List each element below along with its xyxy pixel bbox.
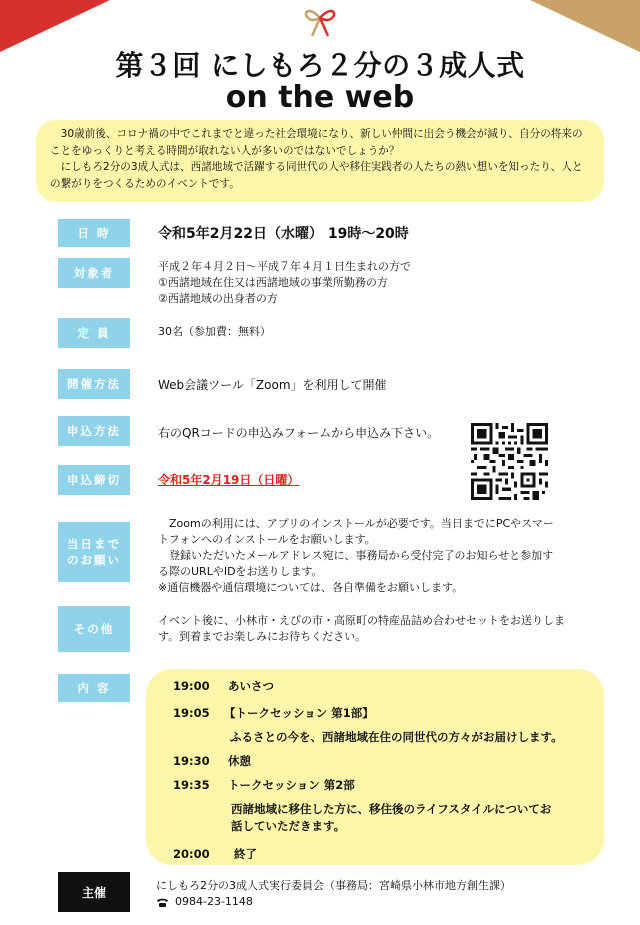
program-item-2: 【トークセッション 第1部】 bbox=[224, 706, 374, 720]
other-line-2: す。到着までお楽しみにお待ちください。 bbox=[158, 630, 367, 643]
value-request bbox=[158, 516, 554, 596]
request-line-5: ※通信機器や通信環境については、各自準備をお願いします。 bbox=[158, 581, 464, 594]
organizer-name: にしもろ2分の3成人式実行委員会（事務局：宮崎県小林市地方創生課） bbox=[156, 879, 511, 892]
program-item-1: あいさつ bbox=[228, 679, 274, 693]
value-deadline: 令和5年2月19日（日曜） bbox=[158, 473, 300, 487]
label-deadline: 申込締切 bbox=[58, 465, 130, 495]
label-request bbox=[58, 522, 130, 582]
phone-icon bbox=[156, 897, 169, 908]
qr-code-icon[interactable] bbox=[471, 423, 548, 500]
request-line-3: 登録いただいたメールアドレス宛に、事務局から受付完了のお知らせと参加す bbox=[158, 549, 554, 562]
program-item-4: トークセッション 第2部 bbox=[228, 778, 355, 792]
page-title: 第３回 にしもろ２分の３成人式 bbox=[115, 49, 525, 82]
intro-paragraph-1: 30歳前後、コロナ禍の中でこれまでと違った社会環境になり、新しい仲間に出会う機会が減り、自分の将来のことをゆっくりと考える時間が取れない人が多いのではないでしょうか？ bbox=[50, 128, 583, 157]
value-method: Web会議ツール「Zoom」を利用して開催 bbox=[158, 378, 387, 392]
request-line-2: トフォンへのインストールをお願いします。 bbox=[158, 533, 376, 546]
label-request-line-2: のお願い bbox=[67, 553, 121, 567]
value-target bbox=[158, 259, 411, 307]
program-item-4-detail-1: 西諸地域に移住した方に、移住後のライフスタイルについてお bbox=[231, 802, 552, 816]
label-other: その他 bbox=[58, 606, 130, 652]
other-line-1: イベント後に、小林市・えびの市・高原町の特産品詰め合わせセットをお送りしま bbox=[158, 614, 565, 627]
value-apply: 右のQRコードの申込みフォームから申込み下さい。 bbox=[158, 426, 440, 440]
label-capacity: 定 員 bbox=[58, 318, 130, 348]
mizuhiki-ribbon-icon bbox=[300, 4, 340, 38]
organizer-tel: 0984-23-1148 bbox=[175, 895, 253, 908]
program-time-3: 19:30 bbox=[173, 754, 210, 768]
value-other bbox=[158, 613, 565, 645]
target-line-2: ①西諸地域在住又は西諸地域の事業所勤務の方 bbox=[158, 276, 388, 289]
target-line-3: ②西諸地域の出身者の方 bbox=[158, 292, 278, 305]
label-date: 日 時 bbox=[58, 219, 130, 247]
organizer-tel-row bbox=[156, 894, 253, 910]
page-subtitle: on the web bbox=[225, 80, 415, 115]
program-item-3: 休憩 bbox=[228, 754, 251, 768]
intro-box bbox=[36, 120, 604, 202]
label-request-line-1: 当日まで bbox=[67, 537, 121, 551]
target-line-1: 平成２年４月２日～平成７年４月１日生まれの方で bbox=[158, 260, 411, 273]
program-box bbox=[146, 669, 604, 865]
label-target: 対象者 bbox=[58, 258, 130, 288]
intro-paragraph-2: にしもろ2分の3成人式は、西諸地域で活躍する同世代の人や移住実践者の人たちの熱い想いを知ったり、人との繋がりをつくるためのイベントです。 bbox=[50, 161, 583, 190]
request-line-1: Zoomの利用には、アプリのインストールが必要です。当日までにPCやスマー bbox=[158, 517, 554, 530]
program-item-4-detail-2: 話していただきます。 bbox=[231, 819, 346, 833]
program-time-4: 19:35 bbox=[173, 778, 210, 792]
program-item-5: 終了 bbox=[234, 847, 257, 861]
program-time-2: 19:05 bbox=[173, 706, 210, 720]
program-time-5: 20:00 bbox=[173, 847, 210, 861]
label-method: 開催方法 bbox=[58, 369, 130, 399]
request-line-4: る際のURLやIDをお送りします。 bbox=[158, 565, 323, 578]
program-item-2-detail: ふるさとの今を、西諸地域在住の同世代の方々がお届けします。 bbox=[230, 730, 563, 744]
value-capacity: 30名（参加費：無料） bbox=[158, 325, 271, 338]
value-date: 令和5年2月22日（水曜） 19時～20時 bbox=[158, 226, 409, 242]
label-content: 内 容 bbox=[58, 674, 130, 702]
organizer-label: 主催 bbox=[58, 872, 130, 912]
program-time-1: 19:00 bbox=[173, 679, 210, 693]
label-apply: 申込方法 bbox=[58, 416, 130, 446]
